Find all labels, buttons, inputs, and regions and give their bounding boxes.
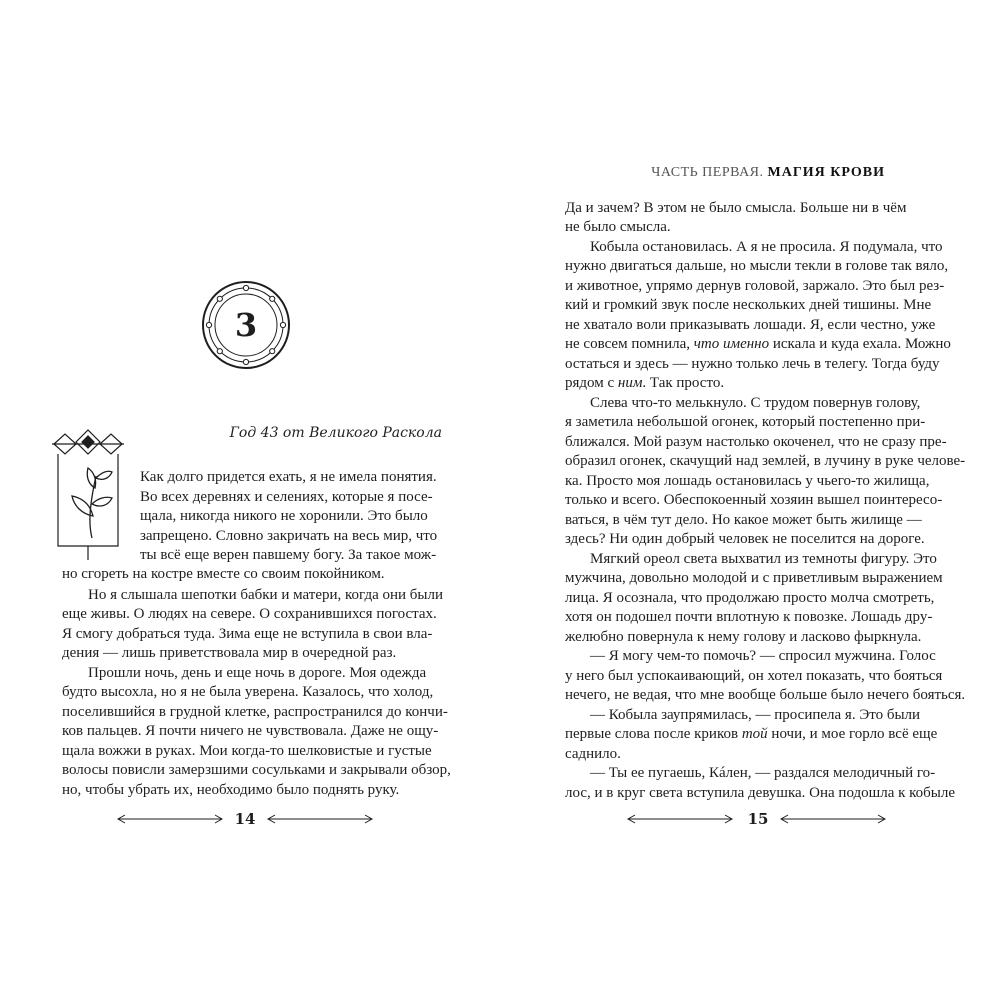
body-line: здесь? Ни один добрый человек не поселится на дороге. [565, 531, 925, 547]
page-number: 15 [747, 810, 769, 828]
body-line: ваться, в чём тут дело. Но какое может быть жилище — [565, 512, 922, 528]
body-line: Кобыла остановилась. А я не просила. Я подумала, что [590, 239, 943, 255]
arrow-rule-icon [115, 813, 225, 825]
body-line: я заметила небольшой огонек, который постепенно при- [565, 414, 926, 430]
body-line: но, чтобы убрать их, необходимо было поднять руку. [62, 782, 400, 798]
body-line: Слева что-то мелькнуло. С трудом повернув голову, [590, 395, 921, 411]
body-line: но сгореть на костре вместе со своим покойником. [62, 566, 385, 582]
chapter-number: 3 [234, 306, 258, 344]
body-line: хотя он подошел почти вплотную к повозке. Лошадь дру- [565, 609, 933, 625]
body-line: рядом с ним. Так просто. [565, 375, 725, 391]
body-line: Мягкий ореол света выхватил из темноты фигуру. Это [590, 551, 937, 567]
body-line: — Ты ее пугаешь, Кáлен, — раздался мелодичный го- [590, 765, 936, 781]
running-head [651, 165, 885, 181]
body-line: — Я могу чем-то помочь? — спросил мужчина. Голос [590, 648, 936, 664]
chapter-emblem [201, 280, 291, 370]
body-line: лос, и в круг света вступила девушка. Она подошла к кобыле [565, 785, 956, 801]
arrow-rule-icon [778, 813, 888, 825]
body-line: не было смысла. [565, 219, 671, 235]
body-line: Да и зачем? В этом не было смысла. Больше ни в чём [565, 200, 907, 216]
body-line: саднило. [565, 746, 621, 762]
body-line: ка. Просто моя лошадь остановилась у чьего-то жилища, [565, 473, 930, 489]
running-head-title: МАГИЯ КРОВИ [767, 165, 885, 180]
arrow-rule-icon [265, 813, 375, 825]
body-line: первые слова после криков той ночи, и мое горло всё еще [565, 726, 938, 742]
body-line: — Кобыла заупрямилась, — просипела я. Это были [590, 707, 921, 723]
body-line: и животное, упрямо дернув головой, заржало. Это был рез- [565, 278, 945, 294]
body-line: Но я слышала шепотки бабки и матери, когда они были [88, 587, 444, 603]
body-line: Во всех деревнях и селениях, которые я посе- [140, 489, 433, 505]
page-number: 14 [234, 810, 256, 828]
drop-cap-ornament [52, 428, 124, 560]
body-line: ты всё еще верен павшему богу. За такое мож- [140, 547, 437, 563]
body-line: еще живы. О людях на севере. О сохранившихся погостах. [62, 606, 437, 622]
leaf-sprig-icon [52, 428, 124, 560]
epigraph: Год 43 от Великого Раскола [229, 425, 442, 441]
body-line: запрещено. Словно закричать на весь мир, что [140, 528, 438, 544]
right-page [500, 0, 1000, 1000]
body-line: остаться и здесь — нужно только лечь в телегу. Тогда буду [565, 356, 940, 372]
body-line: у него был успокаивающий, он хотел показать, что бояться [565, 668, 943, 684]
body-line: Прошли ночь, день и еще ночь в дороге. Моя одежда [88, 665, 427, 681]
arrow-rule-icon [625, 813, 735, 825]
body-line: будто высохла, но я не была уверена. Казалось, что холод, [62, 684, 434, 700]
body-line: нечего, не ведая, что мне вообще больше было нечего бояться. [565, 687, 966, 703]
running-head-part: ЧАСТЬ ПЕРВАЯ. [651, 165, 764, 180]
body-line: щала вожжи в руках. Мои когда-то шелковистые и густые [62, 743, 432, 759]
body-line: образил огонек, скачущий над землей, в лучину в руке челове- [565, 453, 966, 469]
body-line: не совсем помнила, что именно искала и куда ехала. Можно [565, 336, 951, 352]
body-line: поселившийся в грудной клетке, распространился до кончи- [62, 704, 448, 720]
body-line: щала, никогда никого не хоронили. Это было [140, 508, 428, 524]
body-line: мужчина, довольно молодой и с приветливым выражением [565, 570, 943, 586]
body-line: только и всего. Обеспокоенный хозяин вышел поинтересо- [565, 492, 943, 508]
body-line: лица. Я осознала, что продолжаю просто молча смотреть, [565, 590, 935, 606]
body-line: ков пальцев. Я почти ничего не чувствовала. Даже не ощу- [62, 723, 439, 739]
body-line: желюбно повернула к нему голову и ласково фыркнула. [565, 629, 922, 645]
body-line: кий и громкий звук после нескольких дней тишины. Мне [565, 297, 932, 313]
body-line: волосы повисли замерзшими сосульками и закрывали обзор, [62, 762, 451, 778]
body-line: Как долго придется ехать, я не имела понятия. [140, 469, 437, 485]
body-line: дения — лишь приветствовала мир в очередной раз. [62, 645, 397, 661]
body-line: не хватало воли приказывать лошади. Я, если честно, уже [565, 317, 936, 333]
body-line: нужно двигаться дальше, но мысли текли в голове так вяло, [565, 258, 949, 274]
body-line: Я смогу добраться туда. Зима еще не вступила в свои вла- [62, 626, 433, 642]
body-line: ближался. Мой разум настолько окоченел, что не сразу пре- [565, 434, 947, 450]
